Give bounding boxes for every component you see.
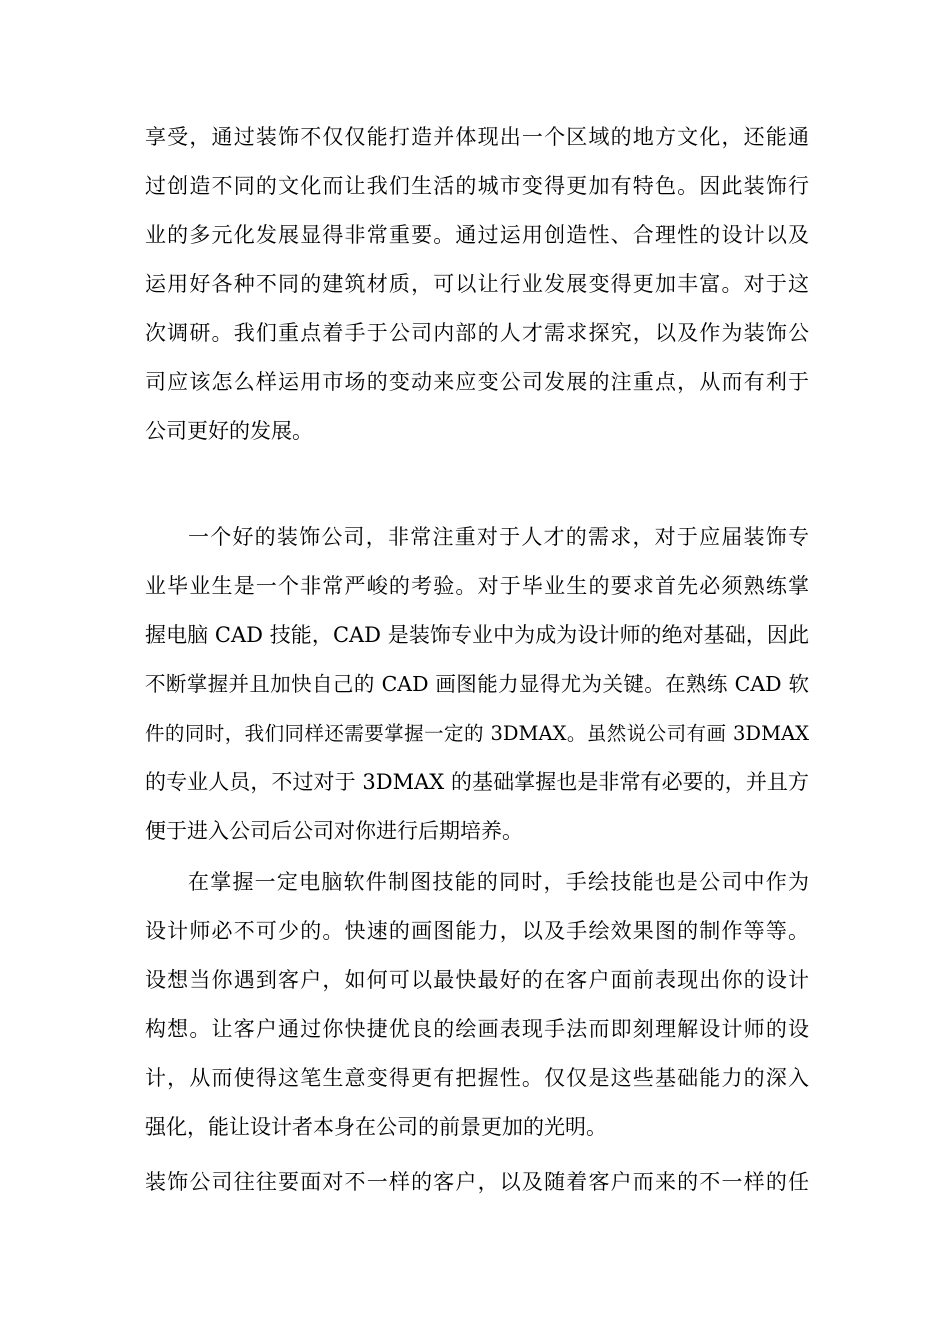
paragraph-3 [145, 858, 809, 1152]
text-line: 装饰公司往往要面对不一样的客户，以及随着客户而来的不一样的任 [145, 1170, 809, 1194]
text-line: 的专业人员，不过对于 3DMAX 的基础掌握也是非常有必要的，并且方 [145, 770, 809, 794]
text-line: 享受，通过装饰不仅仅能打造并体现出一个区域的地方文化，还能通 [145, 125, 809, 149]
text-line: 运用好各种不同的建筑材质，可以让行业发展变得更加丰富。对于这 [145, 272, 809, 296]
paragraph-2 [145, 513, 809, 856]
text-line: 不断掌握并且加快自己的 CAD 画图能力显得尤为关键。在熟练 CAD 软 [145, 672, 809, 696]
paragraph-4 [145, 1158, 809, 1207]
text-line: 业毕业生是一个非常严峻的考验。对于毕业生的要求首先必须熟练掌 [145, 574, 809, 598]
text-line: 一个好的装饰公司，非常注重对于人才的需求，对于应届装饰专 [188, 525, 809, 549]
text-line: 公司更好的发展。 [145, 419, 313, 443]
text-line: 计，从而使得这笔生意变得更有把握性。仅仅是这些基础能力的深入 [145, 1066, 809, 1090]
text-line: 过创造不同的文化而让我们生活的城市变得更加有特色。因此装饰行 [145, 174, 809, 198]
paragraph-1 [145, 113, 809, 456]
text-line: 设计师必不可少的。快速的画图能力，以及手绘效果图的制作等等。 [145, 919, 809, 943]
text-line: 设想当你遇到客户，如何可以最快最好的在客户面前表现出你的设计 [145, 968, 809, 992]
text-line: 在掌握一定电脑软件制图技能的同时，手绘技能也是公司中作为 [188, 870, 809, 894]
text-line: 便于进入公司后公司对你进行后期培养。 [145, 819, 523, 843]
text-line: 强化，能让设计者本身在公司的前景更加的光明。 [145, 1115, 607, 1139]
text-line: 司应该怎么样运用市场的变动来应变公司发展的注重点，从而有利于 [145, 370, 809, 394]
text-line: 件的同时，我们同样还需要掌握一定的 3DMAX。虽然说公司有画 3DMAX [145, 722, 809, 745]
text-line: 次调研。我们重点着手于公司内部的人才需求探究，以及作为装饰公 [145, 321, 809, 345]
text-line: 握电脑 CAD 技能，CAD 是装饰专业中为成为设计师的绝对基础，因此 [145, 623, 809, 647]
text-line: 构想。让客户通过你快捷优良的绘画表现手法而即刻理解设计师的设 [145, 1017, 809, 1041]
text-line: 业的多元化发展显得非常重要。通过运用创造性、合理性的设计以及 [145, 223, 809, 247]
